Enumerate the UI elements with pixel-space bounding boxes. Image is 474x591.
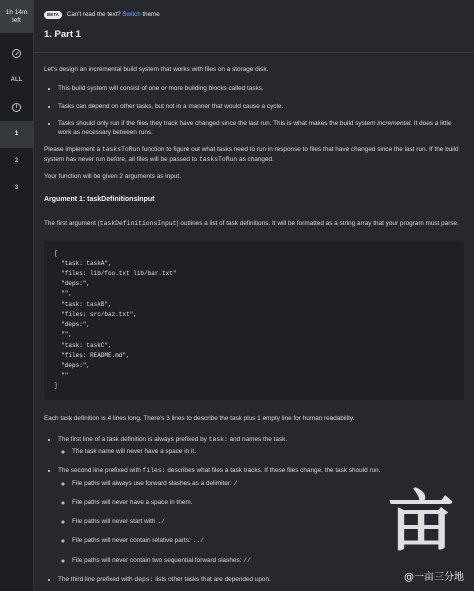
text: File paths will never contain relative parts: xyxy=(72,537,193,545)
list-item-text: . It does a little work as necessary between runs. xyxy=(58,119,452,137)
page-title: 1. Part 1 xyxy=(44,29,81,40)
list-item: • This build system will consist of one or more building blocks called tasks. xyxy=(58,84,464,93)
theme-notice-suffix: theme xyxy=(142,10,160,18)
text: lists other tasks that are depended upon. xyxy=(153,576,271,584)
watermark-logo: 亩 xyxy=(388,482,454,560)
inline-code: tasksToRun xyxy=(101,146,141,154)
implement-text xyxy=(44,145,464,164)
sidebar-item-part-2[interactable] xyxy=(0,148,33,175)
inline-code: / xyxy=(233,479,238,487)
args-text: Your function will be given 2 arguments as input. xyxy=(44,172,181,180)
sidebar-item-part-1[interactable] xyxy=(0,121,33,148)
argument-1-heading: Argument 1: taskDefinitionsInput xyxy=(44,196,155,204)
code-block: [ "task: taskA", "files: lib/foo.txt lib/bar.txt" "deps:", "", "task: taskB", "files: src/baz.txt", "deps:", "", "task: taskC", "files: README.md", "deps:", "" ] xyxy=(44,241,464,400)
list-item: ◦ File paths will never have a space in them. xyxy=(72,498,464,507)
text: The third line prefixed with xyxy=(58,576,135,584)
divider xyxy=(34,52,474,53)
arg1-description xyxy=(44,219,464,228)
inline-code: // xyxy=(243,556,251,564)
list-item xyxy=(58,435,464,457)
inline-code: ./ xyxy=(157,518,165,526)
inline-code: ../ xyxy=(192,537,204,545)
text: as changed. xyxy=(237,155,274,163)
sidebar-item-label: 3 xyxy=(14,185,19,192)
switch-theme-link[interactable]: Switch xyxy=(122,10,141,18)
list-item xyxy=(58,119,464,138)
text: File paths will always use forward slashes as a delimiter: xyxy=(72,479,234,487)
compass-nav-button[interactable] xyxy=(0,40,33,67)
theme-notice-text: Can't read the text? xyxy=(66,10,121,18)
text: and names the task. xyxy=(227,435,288,443)
text: describes what files a task tracks. If these files change, the task should run. xyxy=(165,467,381,475)
sidebar-item-all-label: ALL xyxy=(10,77,23,84)
text: The first line of a task definition is always prefixed by xyxy=(58,435,209,443)
list-item: ◦ The task name will never have a space in it. xyxy=(72,447,464,456)
sub-list xyxy=(58,447,464,456)
text: function to figure out what tasks need to run in response to files that have changed since the last run. If the build system has never run before, all files will be passed to xyxy=(44,146,459,163)
sidebar-item-all[interactable] xyxy=(0,67,33,94)
timer-line-2: left xyxy=(12,16,21,24)
compass-icon xyxy=(12,49,21,58)
watermark-text: @一亩三分地 xyxy=(404,572,464,583)
list-item: • Tasks can depend on other tasks, but not in a manner that would cause a cycle. xyxy=(58,102,464,111)
sidebar xyxy=(0,0,34,591)
inline-code: files: xyxy=(142,467,166,475)
intro-text: Let's design an incremental build system that works with files on a storage disk. xyxy=(44,66,269,73)
info-icon xyxy=(12,103,21,112)
sidebar-item-part-3[interactable] xyxy=(0,175,33,202)
sidebar-item-label: 1 xyxy=(14,131,19,138)
text: The second line prefixed with xyxy=(58,467,143,475)
inline-code: task: xyxy=(208,435,228,443)
each-definition-text: Each task definition is 4 lines long. There's 3 lines to describe the task plus 1 empty line for human readability. xyxy=(44,414,355,422)
beta-badge: BETA xyxy=(44,11,62,20)
timer-line-1: 1h 14m xyxy=(5,8,28,16)
text: File paths will never contain two sequential forward slashes: xyxy=(72,556,244,564)
inline-code: tasksToRun xyxy=(198,155,238,163)
list-item-text: Tasks should only run if the files they track have changed since the last run. This is what makes the build system xyxy=(58,119,378,127)
time-remaining xyxy=(0,0,33,33)
text: The first argument ( xyxy=(44,220,100,228)
intro-list xyxy=(44,84,464,137)
emphasis-text: incremental xyxy=(377,119,411,127)
info-nav-button[interactable] xyxy=(0,94,33,121)
text: Please implement a xyxy=(44,146,102,154)
inline-code: taskDefinitionsInput xyxy=(99,220,177,228)
text: File paths will never start with xyxy=(72,518,158,526)
text: ) outlines a list of task definitions. It will be formatted as a string array that your program must parse. xyxy=(176,220,459,228)
sidebar-item-label: 2 xyxy=(14,158,19,165)
theme-notice xyxy=(34,0,474,22)
inline-code: deps: xyxy=(134,576,154,584)
